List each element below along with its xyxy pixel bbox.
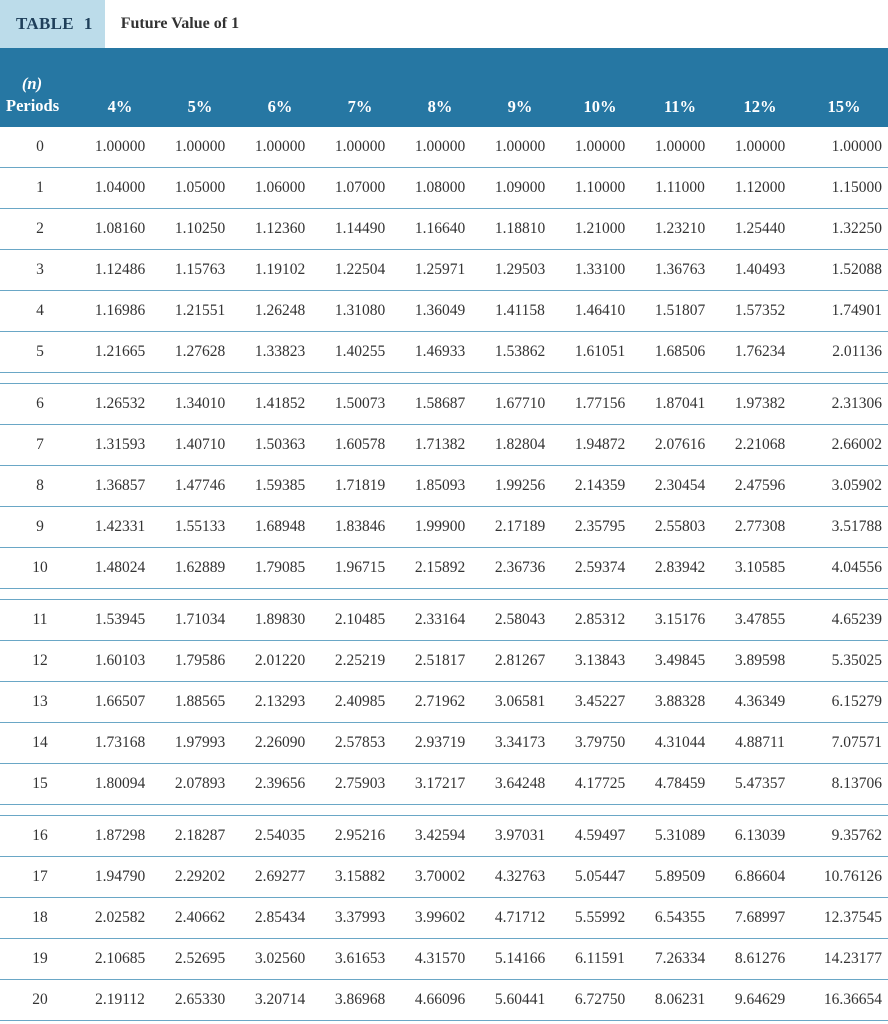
rate-column-header: 5% [160, 48, 240, 127]
value-cell: 1.68506 [640, 332, 720, 373]
value-cell: 2.36736 [480, 548, 560, 589]
value-cell: 1.00000 [800, 127, 888, 168]
value-cell: 1.15000 [800, 168, 888, 209]
value-cell: 1.33823 [240, 332, 320, 373]
value-cell: 4.71712 [480, 898, 560, 939]
value-cell: 2.81267 [480, 641, 560, 682]
value-cell: 3.17217 [400, 764, 480, 805]
value-cell: 1.32250 [800, 209, 888, 250]
table-row [0, 548, 888, 589]
value-cell: 3.97031 [480, 816, 560, 857]
value-cell: 7.07571 [800, 723, 888, 764]
value-cell: 1.40493 [720, 250, 800, 291]
rate-column-header: 8% [400, 48, 480, 127]
value-cell: 1.67710 [480, 384, 560, 425]
value-cell: 1.26532 [80, 384, 160, 425]
value-cell: 3.34173 [480, 723, 560, 764]
value-cell: 1.62889 [160, 548, 240, 589]
table-row [0, 291, 888, 332]
value-cell: 1.50073 [320, 384, 400, 425]
table-row [0, 764, 888, 805]
value-cell: 2.07893 [160, 764, 240, 805]
value-cell: 1.46933 [400, 332, 480, 373]
value-cell: 3.64248 [480, 764, 560, 805]
value-cell: 1.21665 [80, 332, 160, 373]
value-cell: 3.05902 [800, 466, 888, 507]
value-cell: 1.36763 [640, 250, 720, 291]
value-cell: 5.60441 [480, 980, 560, 1021]
value-cell: 2.54035 [240, 816, 320, 857]
value-cell: 1.60103 [80, 641, 160, 682]
value-cell: 1.11000 [640, 168, 720, 209]
value-cell: 2.83942 [640, 548, 720, 589]
value-cell: 2.07616 [640, 425, 720, 466]
period-cell: 6 [0, 384, 80, 425]
value-cell: 1.22504 [320, 250, 400, 291]
rate-column-header: 9% [480, 48, 560, 127]
value-cell: 1.36857 [80, 466, 160, 507]
value-cell: 1.40255 [320, 332, 400, 373]
value-cell: 6.54355 [640, 898, 720, 939]
value-cell: 4.31570 [400, 939, 480, 980]
value-cell: 1.12360 [240, 209, 320, 250]
value-cell: 2.21068 [720, 425, 800, 466]
value-cell: 1.71034 [160, 600, 240, 641]
rate-column-header: 6% [240, 48, 320, 127]
value-cell: 9.35762 [800, 816, 888, 857]
value-cell: 1.09000 [480, 168, 560, 209]
table-row [0, 332, 888, 373]
value-cell: 1.47746 [160, 466, 240, 507]
value-cell: 1.40710 [160, 425, 240, 466]
value-cell: 2.17189 [480, 507, 560, 548]
value-cell: 1.88565 [160, 682, 240, 723]
value-cell: 1.60578 [320, 425, 400, 466]
value-cell: 3.89598 [720, 641, 800, 682]
value-cell: 1.29503 [480, 250, 560, 291]
table-row [0, 507, 888, 548]
value-cell: 2.66002 [800, 425, 888, 466]
value-cell: 1.12486 [80, 250, 160, 291]
value-cell: 4.04556 [800, 548, 888, 589]
table-label-tag [0, 0, 105, 48]
value-cell: 2.85434 [240, 898, 320, 939]
value-cell: 5.55992 [560, 898, 640, 939]
value-cell: 14.23177 [800, 939, 888, 980]
table-row [0, 816, 888, 857]
value-cell: 1.27628 [160, 332, 240, 373]
value-cell: 1.50363 [240, 425, 320, 466]
value-cell: 3.42594 [400, 816, 480, 857]
value-cell: 1.71382 [400, 425, 480, 466]
value-cell: 1.94872 [560, 425, 640, 466]
value-cell: 1.82804 [480, 425, 560, 466]
value-cell: 1.79586 [160, 641, 240, 682]
table-row [0, 425, 888, 466]
rate-column-header: 11% [640, 48, 720, 127]
value-cell: 1.59385 [240, 466, 320, 507]
value-cell: 2.35795 [560, 507, 640, 548]
value-cell: 2.40662 [160, 898, 240, 939]
value-cell: 2.10485 [320, 600, 400, 641]
period-cell: 1 [0, 168, 80, 209]
value-cell: 4.59497 [560, 816, 640, 857]
value-cell: 1.85093 [400, 466, 480, 507]
value-cell: 2.25219 [320, 641, 400, 682]
table-label: TABLE [16, 14, 74, 33]
period-cell: 17 [0, 857, 80, 898]
value-cell: 9.64629 [720, 980, 800, 1021]
value-cell: 6.11591 [560, 939, 640, 980]
spacer-cell [0, 805, 888, 816]
table-body [0, 127, 888, 1021]
value-cell: 4.66096 [400, 980, 480, 1021]
value-cell: 1.41158 [480, 291, 560, 332]
value-cell: 8.13706 [800, 764, 888, 805]
period-cell: 5 [0, 332, 80, 373]
value-cell: 1.25971 [400, 250, 480, 291]
value-cell: 16.36654 [800, 980, 888, 1021]
value-cell: 4.31044 [640, 723, 720, 764]
value-cell: 7.68997 [720, 898, 800, 939]
value-cell: 1.36049 [400, 291, 480, 332]
table-row [0, 898, 888, 939]
value-cell: 3.49845 [640, 641, 720, 682]
value-cell: 1.87041 [640, 384, 720, 425]
value-cell: 1.66507 [80, 682, 160, 723]
value-cell: 1.76234 [720, 332, 800, 373]
period-cell: 12 [0, 641, 80, 682]
rate-column-header: 7% [320, 48, 400, 127]
value-cell: 2.29202 [160, 857, 240, 898]
period-cell: 7 [0, 425, 80, 466]
value-cell: 3.51788 [800, 507, 888, 548]
value-cell: 3.10585 [720, 548, 800, 589]
value-cell: 2.33164 [400, 600, 480, 641]
table-title-bar [0, 0, 888, 48]
value-cell: 2.69277 [240, 857, 320, 898]
value-cell: 2.01136 [800, 332, 888, 373]
value-cell: 1.00000 [320, 127, 400, 168]
value-cell: 1.71819 [320, 466, 400, 507]
value-cell: 1.08000 [400, 168, 480, 209]
value-cell: 1.51807 [640, 291, 720, 332]
value-cell: 2.15892 [400, 548, 480, 589]
value-cell: 1.80094 [80, 764, 160, 805]
value-cell: 1.97993 [160, 723, 240, 764]
period-cell: 15 [0, 764, 80, 805]
period-cell: 13 [0, 682, 80, 723]
value-cell: 1.16640 [400, 209, 480, 250]
value-cell: 1.68948 [240, 507, 320, 548]
value-cell: 1.00000 [160, 127, 240, 168]
value-cell: 1.61051 [560, 332, 640, 373]
value-cell: 1.00000 [80, 127, 160, 168]
value-cell: 2.01220 [240, 641, 320, 682]
value-cell: 1.25440 [720, 209, 800, 250]
value-cell: 1.97382 [720, 384, 800, 425]
value-cell: 5.47357 [720, 764, 800, 805]
value-cell: 1.04000 [80, 168, 160, 209]
value-cell: 4.88711 [720, 723, 800, 764]
value-cell: 1.07000 [320, 168, 400, 209]
value-cell: 4.36349 [720, 682, 800, 723]
value-cell: 1.05000 [160, 168, 240, 209]
rate-column-header: 12% [720, 48, 800, 127]
period-cell: 3 [0, 250, 80, 291]
value-cell: 3.79750 [560, 723, 640, 764]
table-caption: Future Value of 1 [120, 15, 240, 32]
value-cell: 1.18810 [480, 209, 560, 250]
value-cell: 1.94790 [80, 857, 160, 898]
value-cell: 1.10000 [560, 168, 640, 209]
rate-column-header: 4% [80, 48, 160, 127]
value-cell: 1.53945 [80, 600, 160, 641]
value-cell: 2.55803 [640, 507, 720, 548]
period-cell: 10 [0, 548, 80, 589]
value-cell: 2.71962 [400, 682, 480, 723]
value-cell: 3.13843 [560, 641, 640, 682]
table-row [0, 466, 888, 507]
value-cell: 2.93719 [400, 723, 480, 764]
value-cell: 2.47596 [720, 466, 800, 507]
value-cell: 1.00000 [480, 127, 560, 168]
value-cell: 1.48024 [80, 548, 160, 589]
value-cell: 1.08160 [80, 209, 160, 250]
value-cell: 2.40985 [320, 682, 400, 723]
value-cell: 2.13293 [240, 682, 320, 723]
period-cell: 8 [0, 466, 80, 507]
value-cell: 1.96715 [320, 548, 400, 589]
period-cell: 9 [0, 507, 80, 548]
future-value-table [0, 48, 888, 1021]
value-cell: 2.39656 [240, 764, 320, 805]
value-cell: 1.16986 [80, 291, 160, 332]
value-cell: 8.06231 [640, 980, 720, 1021]
value-cell: 2.02582 [80, 898, 160, 939]
value-cell: 3.15176 [640, 600, 720, 641]
value-cell: 6.15279 [800, 682, 888, 723]
value-cell: 2.65330 [160, 980, 240, 1021]
period-cell: 11 [0, 600, 80, 641]
value-cell: 3.88328 [640, 682, 720, 723]
value-cell: 1.00000 [640, 127, 720, 168]
value-cell: 3.86968 [320, 980, 400, 1021]
table-row [0, 384, 888, 425]
value-cell: 1.31593 [80, 425, 160, 466]
value-cell: 2.10685 [80, 939, 160, 980]
value-cell: 4.78459 [640, 764, 720, 805]
value-cell: 1.46410 [560, 291, 640, 332]
value-cell: 3.15882 [320, 857, 400, 898]
spacer-cell [0, 373, 888, 384]
value-cell: 4.32763 [480, 857, 560, 898]
period-cell: 2 [0, 209, 80, 250]
value-cell: 2.58043 [480, 600, 560, 641]
table-row [0, 168, 888, 209]
value-cell: 1.57352 [720, 291, 800, 332]
value-cell: 1.87298 [80, 816, 160, 857]
period-cell: 16 [0, 816, 80, 857]
value-cell: 6.13039 [720, 816, 800, 857]
value-cell: 1.33100 [560, 250, 640, 291]
value-cell: 1.79085 [240, 548, 320, 589]
value-cell: 1.99256 [480, 466, 560, 507]
value-cell: 1.53862 [480, 332, 560, 373]
value-cell: 3.99602 [400, 898, 480, 939]
value-cell: 5.35025 [800, 641, 888, 682]
value-cell: 3.02560 [240, 939, 320, 980]
periods-n-label: (n) [21, 74, 43, 93]
value-cell: 1.26248 [240, 291, 320, 332]
value-cell: 1.15763 [160, 250, 240, 291]
value-cell: 1.41852 [240, 384, 320, 425]
value-cell: 2.77308 [720, 507, 800, 548]
group-spacer [0, 373, 888, 384]
period-cell: 0 [0, 127, 80, 168]
value-cell: 3.37993 [320, 898, 400, 939]
value-cell: 2.51817 [400, 641, 480, 682]
value-cell: 2.14359 [560, 466, 640, 507]
spacer-cell [0, 589, 888, 600]
value-cell: 8.61276 [720, 939, 800, 980]
value-cell: 5.14166 [480, 939, 560, 980]
value-cell: 6.72750 [560, 980, 640, 1021]
value-cell: 2.59374 [560, 548, 640, 589]
value-cell: 1.31080 [320, 291, 400, 332]
group-spacer [0, 589, 888, 600]
value-cell: 1.55133 [160, 507, 240, 548]
value-cell: 3.47855 [720, 600, 800, 641]
table-row [0, 857, 888, 898]
table-row [0, 939, 888, 980]
value-cell: 1.23210 [640, 209, 720, 250]
table-row [0, 980, 888, 1021]
value-cell: 6.86604 [720, 857, 800, 898]
period-cell: 18 [0, 898, 80, 939]
value-cell: 1.34010 [160, 384, 240, 425]
value-cell: 1.00000 [560, 127, 640, 168]
value-cell: 3.70002 [400, 857, 480, 898]
rate-column-header: 15% [800, 48, 888, 127]
period-cell: 20 [0, 980, 80, 1021]
value-cell: 1.06000 [240, 168, 320, 209]
value-cell: 1.10250 [160, 209, 240, 250]
value-cell: 3.45227 [560, 682, 640, 723]
value-cell: 1.83846 [320, 507, 400, 548]
value-cell: 2.19112 [80, 980, 160, 1021]
table-row [0, 723, 888, 764]
table-row [0, 127, 888, 168]
period-cell: 4 [0, 291, 80, 332]
value-cell: 1.14490 [320, 209, 400, 250]
value-cell: 2.52695 [160, 939, 240, 980]
value-cell: 2.30454 [640, 466, 720, 507]
value-cell: 4.17725 [560, 764, 640, 805]
value-cell: 5.31089 [640, 816, 720, 857]
group-spacer [0, 805, 888, 816]
value-cell: 2.75903 [320, 764, 400, 805]
value-cell: 1.52088 [800, 250, 888, 291]
value-cell: 5.05447 [560, 857, 640, 898]
value-cell: 3.61653 [320, 939, 400, 980]
period-cell: 14 [0, 723, 80, 764]
value-cell: 1.58687 [400, 384, 480, 425]
value-cell: 1.74901 [800, 291, 888, 332]
periods-column-header [0, 48, 80, 127]
value-cell: 4.65239 [800, 600, 888, 641]
value-cell: 3.20714 [240, 980, 320, 1021]
value-cell: 1.00000 [240, 127, 320, 168]
value-cell: 7.26334 [640, 939, 720, 980]
value-cell: 1.12000 [720, 168, 800, 209]
value-cell: 1.21551 [160, 291, 240, 332]
value-cell: 3.06581 [480, 682, 560, 723]
value-cell: 5.89509 [640, 857, 720, 898]
value-cell: 1.99900 [400, 507, 480, 548]
value-cell: 1.21000 [560, 209, 640, 250]
value-cell: 2.85312 [560, 600, 640, 641]
rate-column-header: 10% [560, 48, 640, 127]
value-cell: 1.00000 [400, 127, 480, 168]
period-cell: 19 [0, 939, 80, 980]
value-cell: 2.57853 [320, 723, 400, 764]
value-cell: 1.00000 [720, 127, 800, 168]
value-cell: 10.76126 [800, 857, 888, 898]
value-cell: 1.19102 [240, 250, 320, 291]
value-cell: 2.31306 [800, 384, 888, 425]
value-cell: 1.73168 [80, 723, 160, 764]
value-cell: 1.89830 [240, 600, 320, 641]
value-cell: 1.42331 [80, 507, 160, 548]
value-cell: 1.77156 [560, 384, 640, 425]
value-cell: 2.18287 [160, 816, 240, 857]
table-row [0, 641, 888, 682]
table-number: 1 [83, 14, 93, 33]
table-header-row [0, 48, 888, 127]
value-cell: 12.37545 [800, 898, 888, 939]
table-row [0, 250, 888, 291]
table-row [0, 209, 888, 250]
table-row [0, 682, 888, 723]
periods-label: Periods [6, 96, 60, 115]
value-cell: 2.26090 [240, 723, 320, 764]
table-row [0, 600, 888, 641]
value-cell: 2.95216 [320, 816, 400, 857]
